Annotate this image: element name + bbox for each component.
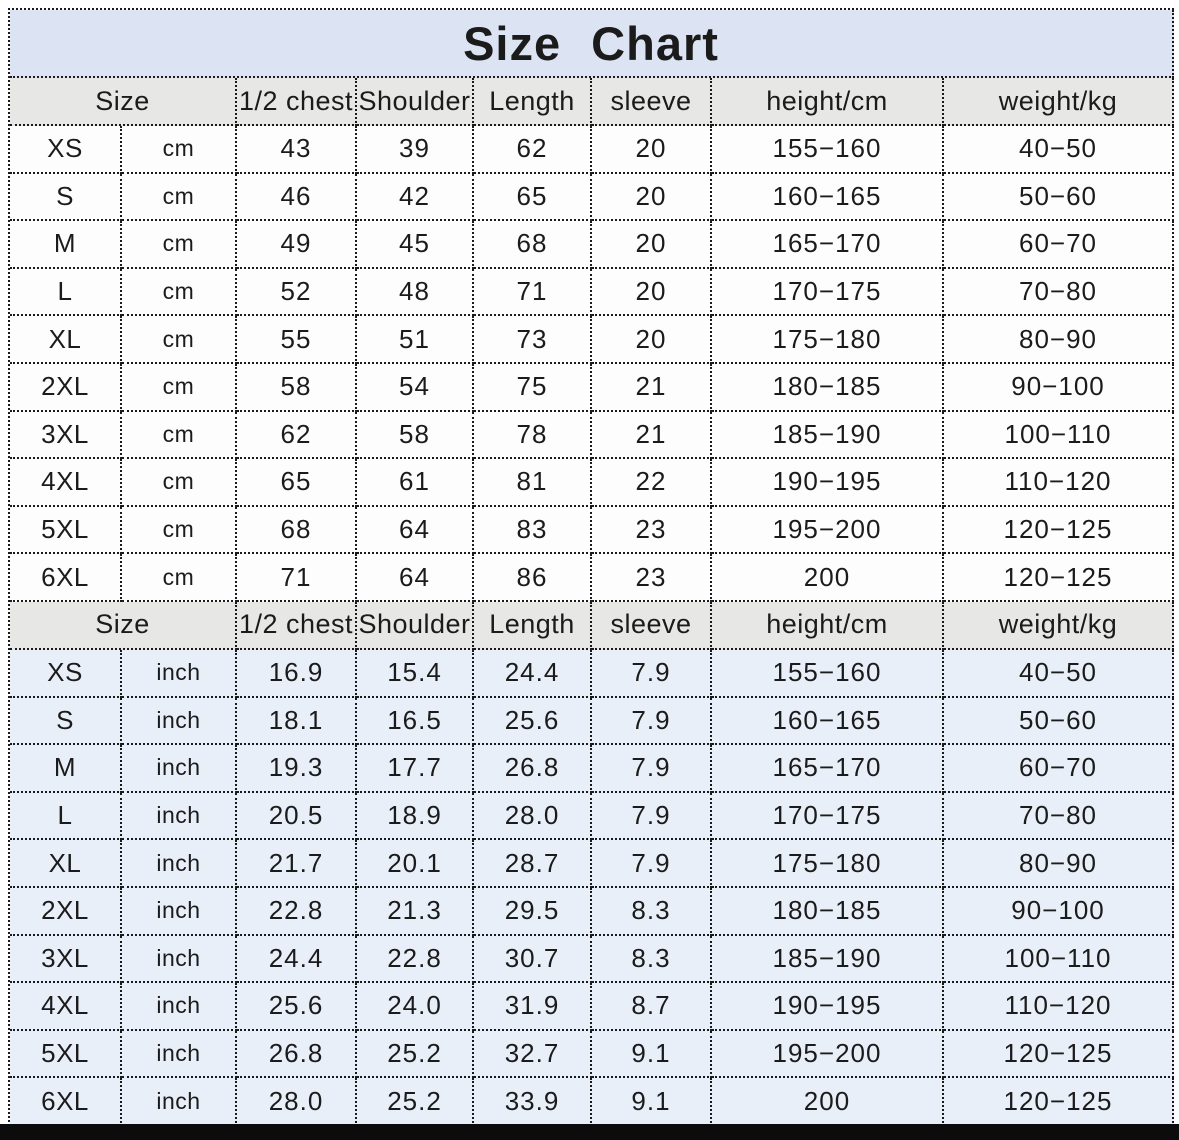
sleeve-cell: 8.7 — [592, 983, 712, 1031]
unit-cell: cm — [122, 174, 237, 222]
chest-cell: 28.0 — [237, 1078, 357, 1126]
height-cell: 185−190 — [712, 412, 944, 460]
shoulder-cell: 39 — [357, 126, 474, 174]
height-cell: 175−180 — [712, 316, 944, 364]
sleeve-cell: 7.9 — [592, 793, 712, 841]
weight-cell: 40−50 — [944, 126, 1174, 174]
header-height: height/cm — [712, 602, 944, 650]
chest-cell: 25.6 — [237, 983, 357, 1031]
length-cell: 33.9 — [474, 1078, 592, 1126]
weight-cell: 70−80 — [944, 269, 1174, 317]
unit-cell: cm — [122, 221, 237, 269]
header-sleeve: sleeve — [592, 602, 712, 650]
sleeve-cell: 23 — [592, 554, 712, 602]
shoulder-cell: 21.3 — [357, 888, 474, 936]
header-length: Length — [474, 602, 592, 650]
length-cell: 28.7 — [474, 840, 592, 888]
shoulder-cell: 25.2 — [357, 1031, 474, 1079]
chest-cell: 26.8 — [237, 1031, 357, 1079]
length-cell: 29.5 — [474, 888, 592, 936]
length-cell: 28.0 — [474, 793, 592, 841]
length-cell: 30.7 — [474, 936, 592, 984]
height-cell: 155−160 — [712, 650, 944, 698]
length-cell: 32.7 — [474, 1031, 592, 1079]
size-cell: XL — [10, 316, 122, 364]
length-cell: 26.8 — [474, 745, 592, 793]
header-sleeve: sleeve — [592, 78, 712, 126]
chest-cell: 21.7 — [237, 840, 357, 888]
chest-cell: 43 — [237, 126, 357, 174]
weight-cell: 50−60 — [944, 174, 1174, 222]
sleeve-cell: 9.1 — [592, 1078, 712, 1126]
sleeve-cell: 23 — [592, 507, 712, 555]
weight-cell: 120−125 — [944, 507, 1174, 555]
chest-cell: 65 — [237, 459, 357, 507]
weight-cell: 60−70 — [944, 221, 1174, 269]
size-cell: S — [10, 174, 122, 222]
sleeve-cell: 20 — [592, 174, 712, 222]
length-cell: 71 — [474, 269, 592, 317]
header-weight: weight/kg — [944, 78, 1174, 126]
length-cell: 78 — [474, 412, 592, 460]
size-cell: 2XL — [10, 888, 122, 936]
weight-cell: 60−70 — [944, 745, 1174, 793]
size-chart-table — [8, 8, 1174, 1126]
height-cell: 200 — [712, 1078, 944, 1126]
unit-cell: inch — [122, 650, 237, 698]
weight-cell: 110−120 — [944, 983, 1174, 1031]
size-cell: L — [10, 793, 122, 841]
height-cell: 165−170 — [712, 221, 944, 269]
shoulder-cell: 58 — [357, 412, 474, 460]
chest-cell: 19.3 — [237, 745, 357, 793]
shoulder-cell: 17.7 — [357, 745, 474, 793]
size-cell: M — [10, 745, 122, 793]
length-cell: 25.6 — [474, 698, 592, 746]
height-cell: 195−200 — [712, 507, 944, 555]
page-title: Size Chart — [10, 10, 1174, 78]
header-size: Size — [10, 78, 237, 126]
shoulder-cell: 64 — [357, 554, 474, 602]
unit-cell: cm — [122, 412, 237, 460]
header-weight: weight/kg — [944, 602, 1174, 650]
chest-cell: 24.4 — [237, 936, 357, 984]
size-cell: 2XL — [10, 364, 122, 412]
sleeve-cell: 7.9 — [592, 650, 712, 698]
sleeve-cell: 20 — [592, 269, 712, 317]
sleeve-cell: 20 — [592, 316, 712, 364]
height-cell: 190−195 — [712, 983, 944, 1031]
sleeve-cell: 20 — [592, 126, 712, 174]
size-cell: 4XL — [10, 983, 122, 1031]
length-cell: 81 — [474, 459, 592, 507]
size-cell: 6XL — [10, 1078, 122, 1126]
unit-cell: cm — [122, 364, 237, 412]
sleeve-cell: 7.9 — [592, 698, 712, 746]
sleeve-cell: 21 — [592, 364, 712, 412]
sleeve-cell: 8.3 — [592, 888, 712, 936]
unit-cell: inch — [122, 698, 237, 746]
length-cell: 24.4 — [474, 650, 592, 698]
sleeve-cell: 22 — [592, 459, 712, 507]
chest-cell: 52 — [237, 269, 357, 317]
unit-cell: cm — [122, 507, 237, 555]
height-cell: 190−195 — [712, 459, 944, 507]
length-cell: 65 — [474, 174, 592, 222]
shoulder-cell: 16.5 — [357, 698, 474, 746]
sleeve-cell: 7.9 — [592, 840, 712, 888]
shoulder-cell: 42 — [357, 174, 474, 222]
shoulder-cell: 18.9 — [357, 793, 474, 841]
weight-cell: 100−110 — [944, 936, 1174, 984]
unit-cell: cm — [122, 126, 237, 174]
chest-cell: 62 — [237, 412, 357, 460]
unit-cell: inch — [122, 793, 237, 841]
chest-cell: 58 — [237, 364, 357, 412]
height-cell: 175−180 — [712, 840, 944, 888]
shoulder-cell: 22.8 — [357, 936, 474, 984]
header-size: Size — [10, 602, 237, 650]
size-cell: 5XL — [10, 507, 122, 555]
weight-cell: 90−100 — [944, 364, 1174, 412]
header-height: height/cm — [712, 78, 944, 126]
height-cell: 185−190 — [712, 936, 944, 984]
sleeve-cell: 9.1 — [592, 1031, 712, 1079]
weight-cell: 50−60 — [944, 698, 1174, 746]
length-cell: 73 — [474, 316, 592, 364]
height-cell: 170−175 — [712, 793, 944, 841]
header-shoulder: Shoulder — [357, 602, 474, 650]
chest-cell: 22.8 — [237, 888, 357, 936]
weight-cell: 100−110 — [944, 412, 1174, 460]
size-cell: S — [10, 698, 122, 746]
unit-cell: inch — [122, 936, 237, 984]
length-cell: 31.9 — [474, 983, 592, 1031]
length-cell: 75 — [474, 364, 592, 412]
unit-cell: cm — [122, 269, 237, 317]
size-cell: M — [10, 221, 122, 269]
chest-cell: 20.5 — [237, 793, 357, 841]
unit-cell: inch — [122, 1031, 237, 1079]
shoulder-cell: 15.4 — [357, 650, 474, 698]
size-cell: 6XL — [10, 554, 122, 602]
height-cell: 180−185 — [712, 364, 944, 412]
shoulder-cell: 64 — [357, 507, 474, 555]
chest-cell: 49 — [237, 221, 357, 269]
chest-cell: 71 — [237, 554, 357, 602]
weight-cell: 80−90 — [944, 840, 1174, 888]
shoulder-cell: 20.1 — [357, 840, 474, 888]
size-cell: 3XL — [10, 936, 122, 984]
unit-cell: cm — [122, 316, 237, 364]
header-chest: 1/2 chest — [237, 78, 357, 126]
weight-cell: 120−125 — [944, 1031, 1174, 1079]
shoulder-cell: 24.0 — [357, 983, 474, 1031]
shoulder-cell: 51 — [357, 316, 474, 364]
unit-cell: inch — [122, 983, 237, 1031]
header-shoulder: Shoulder — [357, 78, 474, 126]
weight-cell: 90−100 — [944, 888, 1174, 936]
weight-cell: 40−50 — [944, 650, 1174, 698]
height-cell: 160−165 — [712, 174, 944, 222]
size-cell: L — [10, 269, 122, 317]
height-cell: 180−185 — [712, 888, 944, 936]
sleeve-cell: 7.9 — [592, 745, 712, 793]
header-chest: 1/2 chest — [237, 602, 357, 650]
weight-cell: 120−125 — [944, 1078, 1174, 1126]
height-cell: 165−170 — [712, 745, 944, 793]
chest-cell: 16.9 — [237, 650, 357, 698]
sleeve-cell: 21 — [592, 412, 712, 460]
height-cell: 195−200 — [712, 1031, 944, 1079]
chest-cell: 55 — [237, 316, 357, 364]
weight-cell: 80−90 — [944, 316, 1174, 364]
size-cell: XS — [10, 126, 122, 174]
length-cell: 86 — [474, 554, 592, 602]
chest-cell: 68 — [237, 507, 357, 555]
unit-cell: inch — [122, 840, 237, 888]
shoulder-cell: 61 — [357, 459, 474, 507]
sleeve-cell: 20 — [592, 221, 712, 269]
chest-cell: 18.1 — [237, 698, 357, 746]
unit-cell: cm — [122, 459, 237, 507]
size-cell: 3XL — [10, 412, 122, 460]
weight-cell: 70−80 — [944, 793, 1174, 841]
weight-cell: 110−120 — [944, 459, 1174, 507]
weight-cell: 120−125 — [944, 554, 1174, 602]
height-cell: 155−160 — [712, 126, 944, 174]
size-cell: 4XL — [10, 459, 122, 507]
height-cell: 160−165 — [712, 698, 944, 746]
height-cell: 170−175 — [712, 269, 944, 317]
length-cell: 83 — [474, 507, 592, 555]
unit-cell: inch — [122, 745, 237, 793]
length-cell: 68 — [474, 221, 592, 269]
unit-cell: cm — [122, 554, 237, 602]
shoulder-cell: 25.2 — [357, 1078, 474, 1126]
shoulder-cell: 45 — [357, 221, 474, 269]
unit-cell: inch — [122, 1078, 237, 1126]
unit-cell: inch — [122, 888, 237, 936]
bottom-bar — [0, 1124, 1179, 1140]
height-cell: 200 — [712, 554, 944, 602]
sleeve-cell: 8.3 — [592, 936, 712, 984]
size-cell: 5XL — [10, 1031, 122, 1079]
shoulder-cell: 48 — [357, 269, 474, 317]
chest-cell: 46 — [237, 174, 357, 222]
size-cell: XL — [10, 840, 122, 888]
length-cell: 62 — [474, 126, 592, 174]
header-length: Length — [474, 78, 592, 126]
size-cell: XS — [10, 650, 122, 698]
shoulder-cell: 54 — [357, 364, 474, 412]
